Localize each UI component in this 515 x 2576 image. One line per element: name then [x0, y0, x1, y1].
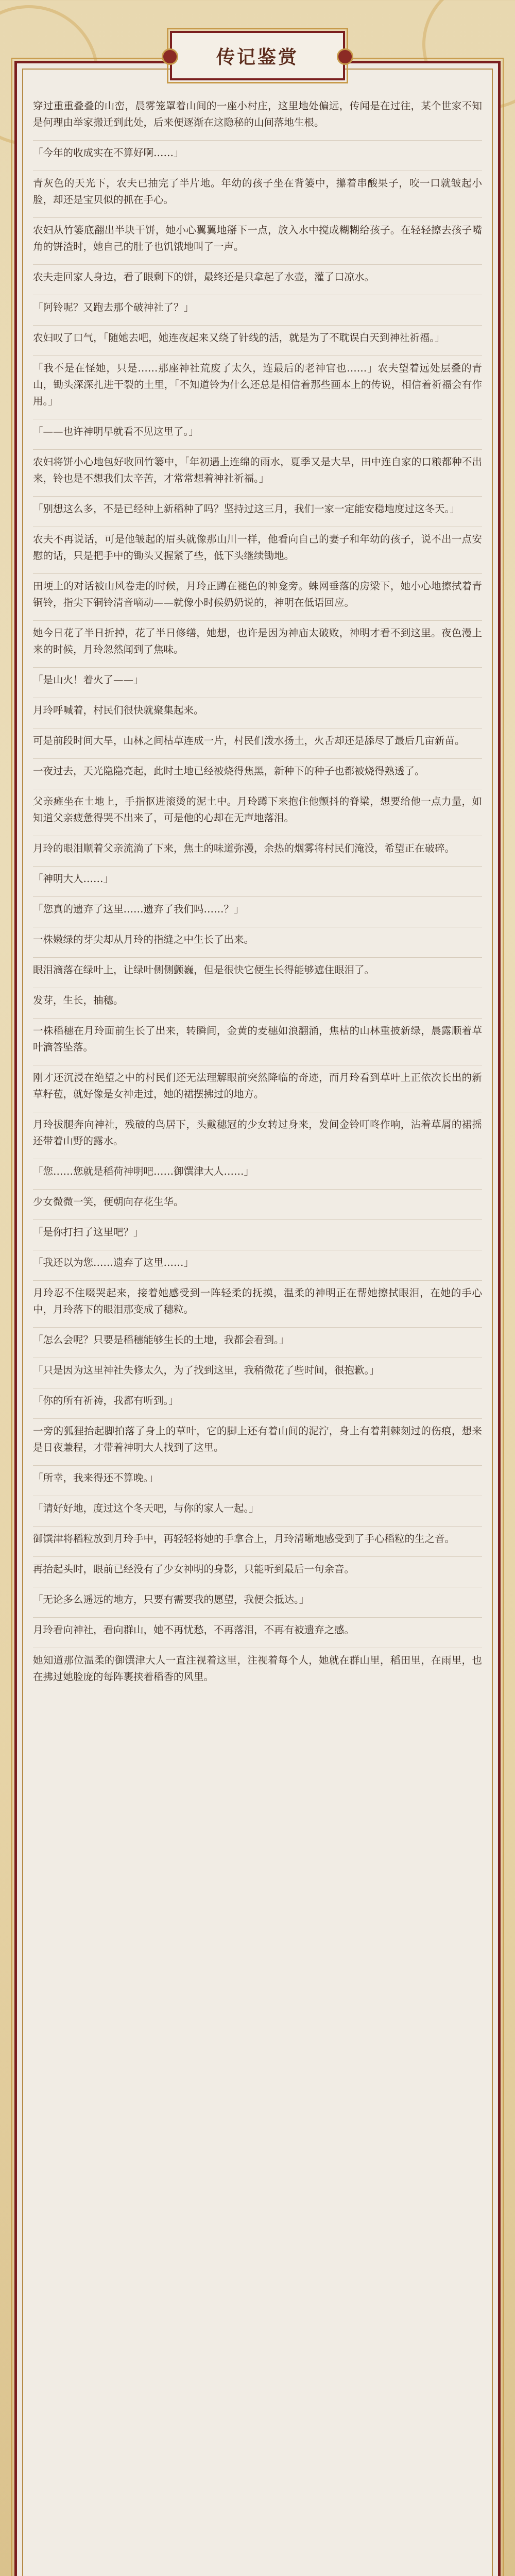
article-paragraph: 「你的所有祈祷，我都有听到。」: [33, 1388, 482, 1409]
article-paragraph: 穿过重重叠叠的山峦，晨雾笼罩着山间的一座小村庄，这里地处偏远，传闻是在过往，某个世家不知是何理由举家搬迁到此处，后来便逐渐在这隐秘的山间落地生根。: [33, 100, 482, 128]
article-paragraph: 一株嫩绿的芽尖却从月玲的指缝之中生长了出来。: [33, 927, 482, 948]
article-paragraph: 父亲瘫坐在土地上，手指抠进滚烫的泥土中。月玲蹲下来抱住他颤抖的脊梁，想要给他一点力量，如知道父亲疲惫得哭不出来了，可是他的心却在无声地落泪。: [33, 789, 482, 826]
article-paragraph: 「是你打扫了这里吧？」: [33, 1219, 482, 1241]
article-paragraph: 「今年的收成实在不算好啊……」: [33, 140, 482, 161]
article-paragraph: 「只是因为这里神社失修太久，为了找到这里，我稍微花了些时间，很抱歉。」: [33, 1358, 482, 1379]
article-paragraph: 月玲的眼泪顺着父亲流淌了下来，焦土的味道弥漫，余热的烟雾将村民们淹没，希望正在破碎。: [33, 836, 482, 857]
article-paragraph: 月玲忍不住啜哭起来，接着她感受到一阵轻柔的抚摸，温柔的神明正在帮她擦拭眼泪，在她的手心中，月玲落下的眼泪那变成了穗粒。: [33, 1280, 482, 1318]
article-paragraph: 她今日花了半日折掉，花了半日修缮，她想，也许是因为神庙太破败，神明才看不到这里。夜色漫上来的时候，月玲忽然闻到了焦味。: [33, 620, 482, 658]
article-paragraph: 「您真的遗弃了这里……遗弃了我们吗……？」: [33, 896, 482, 918]
article-paragraph: 一夜过去，天光隐隐亮起，此时土地已经被烧得焦黑，新种下的种子也都被烧得熟透了。: [33, 758, 482, 779]
article-paragraph: 农夫走回家人身边，看了眼剩下的饼，最终还是只拿起了水壶，灌了口凉水。: [33, 264, 482, 285]
article-paragraph: 可是前段时间大旱，山林之间枯草连成一片，村民们泼水扬土，火舌却还是舔尽了最后几亩新苗。: [33, 728, 482, 749]
article-paragraph: 「您……您就是稻荷神明吧……御馔津大人……」: [33, 1159, 482, 1180]
article-paragraph: 少女微微一笑，便朝向存花生华。: [33, 1189, 482, 1210]
article-paragraph: 「请好好地，度过这个冬天吧，与你的家人一起。」: [33, 1496, 482, 1517]
title-plaque: [170, 31, 345, 80]
article-paragraph: 御馔津将稻粒放到月玲手中，再轻轻将她的手拿合上，月玲清晰地感受到了手心稻粒的生之音。: [33, 1526, 482, 1547]
article-paragraph: 「阿铃呢？又跑去那个破神社了？」: [33, 295, 482, 316]
article-body: [33, 98, 482, 1694]
article-paragraph: 一株稻穗在月玲面前生长了出来，转瞬间，金黄的麦穗如浪翻涌，焦枯的山林重披新绿，晨露顺着草叶滴答坠落。: [33, 1018, 482, 1056]
article-paragraph: 「所幸，我来得还不算晚。」: [33, 1465, 482, 1486]
article-paragraph: 再抬起头时，眼前已经没有了少女神明的身影，只能听到最后一句余音。: [33, 1556, 482, 1578]
article-paragraph: 「我还以为您……遗弃了这里……」: [33, 1250, 482, 1271]
article-paragraph: 刚才还沉浸在绝望之中的村民们还无法理解眼前突然降临的奇迹，而月玲看到草叶上正依次长出的新草籽苞，就好像是女神走过，她的裙摆拂过的地方。: [33, 1065, 482, 1103]
article-paragraph: 「别想这么多，不是已经种上新稻种了吗？坚持过这三月，我们一家一定能安稳地度过这冬天。」: [33, 496, 482, 517]
article-paragraph: 田埂上的对话被山风卷走的时候，月玲正蹲在褪色的神龛旁。蛛网垂落的房梁下，她小心地擦拭着青铜铃，指尖下铜铃清音嘀动——就像小时候奶奶说的，神明在低语回应。: [33, 573, 482, 611]
article-paragraph: 发芽，生长，抽穗。: [33, 988, 482, 1009]
article-paragraph: 农妇叹了口气，「随她去吧，她连夜起来又绕了针线的活，就是为了不耽误白天到神社祈福。」: [33, 325, 482, 346]
article-paragraph: 「怎么会呢？只要是稻穗能够生长的土地，我都会看到。」: [33, 1327, 482, 1348]
article-paragraph: 农妇从竹篓底翻出半块干饼，她小心翼翼地掰下一点，放入水中搅成糊糊给孩子。在轻轻擦去孩子嘴角的饼渣时，她自己的肚子也饥饿地叫了一声。: [33, 217, 482, 255]
article-paragraph: 一旁的狐狸抬起脚拍落了身上的草叶，它的脚上还有着山间的泥泞，身上有着荆棘刻过的伤痕，想来是日夜兼程，才带着神明大人找到了这里。: [33, 1418, 482, 1456]
page-title: 传记鉴赏: [216, 46, 299, 68]
article-paragraph: 农妇将饼小心地包好收回竹篓中，「年初遇上连绵的雨水，夏季又是大旱，田中连自家的口粮都种不出来，铃也是不想我们太辛苦，才常常想着神社祈福。」: [33, 449, 482, 487]
article-paragraph: 「——也许神明早就看不见这里了。」: [33, 419, 482, 440]
article-paragraph: 月玲看向神社，看向群山，她不再忧愁，不再落泪，不再有被遗弃之感。: [33, 1617, 482, 1638]
article-paragraph: 「神明大人……」: [33, 866, 482, 887]
article-paragraph: 「无论多么遥远的地方，只要有需要我的愿望，我便会抵达。」: [33, 1587, 482, 1608]
article-paragraph: 农夫不再说话，可是他皱起的眉头就像那山川一样，他看向自己的妻子和年幼的孩子，说不出一点安慰的话，只是把手中的锄头又握紧了些，低下头继续锄地。: [33, 527, 482, 564]
article-paragraph: 眼泪滴落在绿叶上，让绿叶侧侧颤巍，但是很快它便生长得能够遮住眼泪了。: [33, 957, 482, 978]
article-paragraph: 她知道那位温柔的御馔津大人一直注视着这里，注视着每个人，她就在群山里，稻田里，在雨里，也在拂过她脸庞的每阵裹挟着稻香的风里。: [33, 1648, 482, 1685]
article-paragraph: 「我不是在怪她，只是……那座神社荒废了太久，连最后的老神官也……」农夫望着远处层叠的青山，锄头深深扎进干裂的土里，「不知道铃为什么还总是相信着那些画本上的传说，相信着祈福会有作用。」: [33, 355, 482, 410]
article-paragraph: 月玲拔腿奔向神社，残破的鸟居下，头戴穗冠的少女转过身来，发间金铃叮咚作响，沾着草屑的裙摇还带着山野的露水。: [33, 1112, 482, 1149]
article-paragraph: 青灰色的天光下，农夫已抽完了半片地。年幼的孩子坐在背篓中，攥着串酸果子，咬一口就皱起小脸，却还是宝贝似的抓在手心。: [33, 171, 482, 208]
article-paragraph: 月玲呼喊着，村民们很快就聚集起来。: [33, 698, 482, 719]
article-paragraph: 「是山火！着火了——」: [33, 667, 482, 688]
